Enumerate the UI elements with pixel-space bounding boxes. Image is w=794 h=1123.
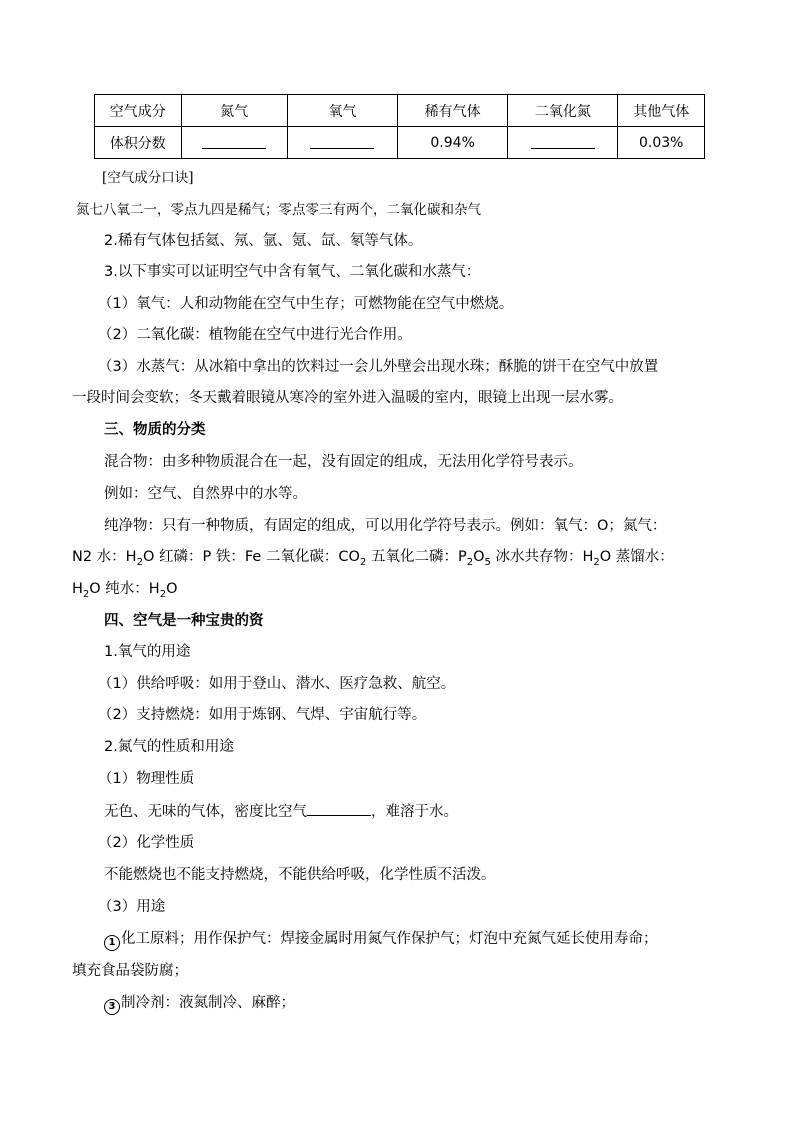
table-cell: 0.03%	[618, 127, 705, 159]
section-heading: 四、空气是一种宝贵的资	[104, 613, 264, 629]
table-cell: 稀有气体	[398, 95, 508, 127]
fill-in-blank	[181, 127, 287, 159]
table-header-row	[95, 95, 705, 127]
table-cell: 二氧化氮	[508, 95, 618, 127]
section-heading: 三、物质的分类	[104, 422, 206, 438]
table-cell: 其他气体	[618, 95, 705, 127]
paragraph: 例如：空气、自然界中的水等。	[104, 486, 307, 502]
circled-number-icon: 3	[104, 999, 120, 1015]
paragraph: 不能燃烧也不能支持燃烧，不能供给呼吸，化学性质不活泼。	[104, 867, 496, 883]
table-row	[95, 127, 705, 159]
table-cell: 空气成分	[95, 95, 182, 127]
paragraph: 1.氧气的用途	[104, 644, 191, 660]
paragraph: 一段时间会变软；冬天戴着眼镜从寒冷的室外进入温暖的室内，眼镜上出现一层水雾。	[72, 390, 623, 406]
fill-in-blank	[508, 127, 618, 159]
table-cell: 氮气	[181, 95, 287, 127]
paragraph: $H_2O$ 纯水：$H_2O$	[72, 581, 178, 600]
paragraph: （1）氧气：人和动物能在空气中生存；可燃物能在空气中燃烧。	[98, 296, 514, 312]
paragraph: 无色、无味的气体，密度比空气 ，难溶于水。	[104, 801, 764, 822]
paragraph: 3.以下事实可以证明空气中含有氧气、二氧化碳和水蒸气：	[104, 264, 481, 280]
mnemonic-text: 氮七八氧二一，零点九四是稀气；零点零三有两个，二氧化碳和杂气	[76, 202, 481, 218]
paragraph: （2）二氧化碳：植物能在空气中进行光合作用。	[98, 327, 412, 343]
paragraph: 混合物：由多种物质混合在一起，没有固定的组成，无法用化学符号表示。	[104, 454, 583, 470]
fill-in-blank	[287, 127, 397, 159]
mnemonic-title: [空气成分口诀]	[102, 170, 194, 186]
circled-number-icon: 1	[104, 935, 120, 951]
paragraph: 3 制冷剂：液氮制冷、麻醉；	[104, 993, 764, 1015]
paragraph: （1）供给呼吸：如用于登山、潜水、医疗急救、航空。	[98, 676, 456, 692]
paragraph: 1 化工原料；用作保护气：焊接金属时用氮气作保护气；灯泡中充氮气延长使用寿命；	[104, 929, 764, 951]
paragraph: （3）水蒸气：从冰箱中拿出的饮料过一会儿外壁会出现水珠；酥脆的饼干在空气中放置	[98, 359, 659, 375]
paragraph: （2）化学性质	[98, 835, 195, 851]
paragraph: （2）支持燃烧：如用于炼钢、气焊、宇宙航行等。	[98, 707, 427, 723]
table-cell: 氧气	[287, 95, 397, 127]
fill-in-blank	[307, 801, 371, 816]
table-cell: 0.94%	[398, 127, 508, 159]
paragraph: （3）用途	[98, 899, 166, 915]
paragraph: 2.氮气的性质和用途	[104, 739, 234, 755]
paragraph: 填充食品袋防腐；	[72, 963, 188, 979]
table-cell: 体积分数	[95, 127, 182, 159]
paragraph: N2 水：$H_2O$ 红磷：P 铁：Fe 二氧化碳：$CO_2$ 五氧化二磷：$P_2O_5$ 冰水共存物：$H_2O$ 蒸馏水：	[72, 549, 674, 568]
paragraph: 2.稀有气体包括氦、氖、氩、氪、氙、氡等气体。	[104, 233, 423, 249]
paragraph: （1）物理性质	[98, 771, 195, 787]
air-composition-table	[94, 94, 705, 159]
paragraph: 纯净物：只有一种物质，有固定的组成，可以用化学符号表示。例如：氧气：O；氮气：	[104, 518, 667, 534]
